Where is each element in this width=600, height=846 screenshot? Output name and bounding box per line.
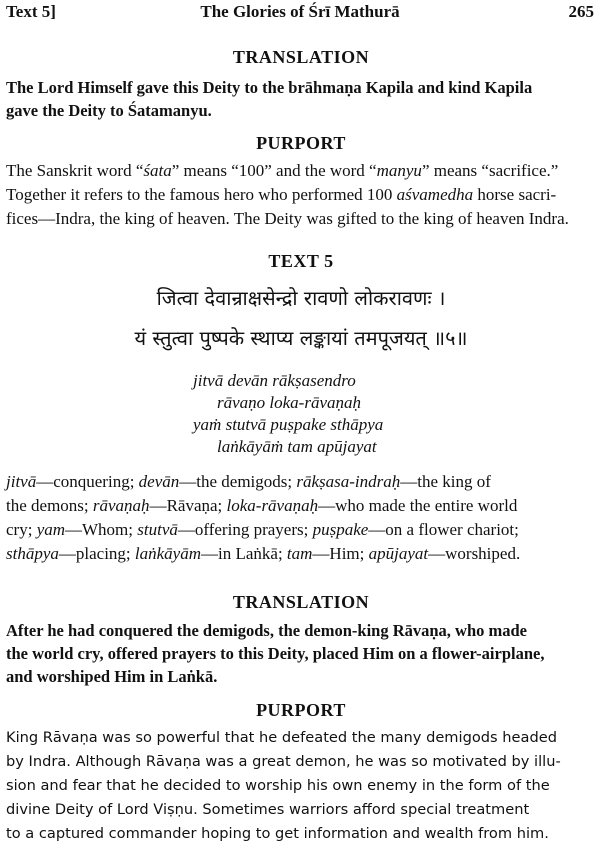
purport-2-line: sion and fear that he decided to worship his own enemy in the form of the (6, 777, 550, 794)
translation-2-line: After he had conquered the demigods, the demon-king Rāvaṇa, who made (6, 621, 528, 640)
purport-2-line: by Indra. Although Rāvaṇa was a great demon, he was so motivated by illu- (6, 753, 561, 770)
purport-1-line: fices—Indra, the king of heaven. The Deity was gifted to the king of heaven Indra. (6, 209, 569, 228)
purport-text-1 (6, 159, 596, 231)
transliteration-line: rāvaṇo loka-rāvaṇaḥ (217, 393, 362, 412)
page-header (6, 2, 594, 28)
translation-heading-2: TRANSLATION (232, 592, 370, 612)
purport-heading-2: PURPORT (256, 700, 346, 720)
purport-2-line: to a captured commander hoping to get information and wealth from him. (6, 825, 549, 842)
transliteration-verse (0, 370, 600, 458)
devanagari-line: जित्वा देवान्राक्षसेन्द्रो रावणो लोकरावणः । (156, 286, 446, 310)
synonyms-line: jitvā—conquering; devān—the demigods; rākṣasa-indraḥ—the king of (6, 472, 491, 491)
translation-2-line: and worshiped Him in Laṅkā. (6, 667, 218, 686)
purport-text-2 (6, 726, 596, 846)
translation-2-line: the world cry, offered prayers to this Deity, placed Him on a flower-airplane, (6, 644, 545, 663)
text-5-heading: TEXT 5 (268, 251, 334, 271)
translation-1-line: gave the Deity to Śatamanyu. (6, 101, 212, 120)
purport-2-line: King Rāvaṇa was so powerful that he defeated the many demigods headed (6, 729, 557, 746)
purport-2-line: divine Deity of Lord Viṣṇu. Sometimes warriors afford special treatment (6, 801, 530, 818)
synonyms-line: cry; yam—Whom; stutvā—offering prayers; puṣpake—on a flower chariot; (6, 520, 519, 539)
synonyms-line: the demons; rāvaṇaḥ—Rāvaṇa; loka-rāvaṇaḥ—who made the entire world (6, 496, 518, 515)
header-text-reference: Text 5] (6, 2, 56, 21)
synonyms-line: sthāpya—placing; laṅkāyām—in Laṅkā; tam—Him; apūjayat—worshiped. (6, 544, 521, 563)
devanagari-line: यं स्तुत्वा पुष्पके स्थाप्य लङ्कायां तमपूजयत् ॥५॥ (134, 326, 468, 350)
synonyms (6, 470, 596, 566)
header-title: The Glories of Śrī Mathurā (200, 2, 400, 21)
translation-1-line: The Lord Himself gave this Deity to the brāhmaṇa Kapila and kind Kapila (6, 78, 533, 97)
purport-heading-1: PURPORT (256, 133, 346, 153)
purport-1-line: Together it refers to the famous hero who performed 100 aśvamedha horse sacri- (6, 185, 557, 204)
transliteration-line: jitvā devān rākṣasendro (193, 371, 356, 390)
translation-heading-1: TRANSLATION (232, 47, 370, 67)
purport-1-line: The Sanskrit word “śata” means “100” and the word “manyu” means “sacrifice.” (6, 161, 559, 180)
translation-text-2 (6, 619, 596, 688)
page-number: 265 (568, 2, 594, 21)
devanagari-verse (6, 278, 596, 358)
transliteration-line: laṅkāyāṁ tam apūjayat (217, 437, 377, 456)
transliteration-line: yaṁ stutvā puṣpake sthāpya (193, 415, 384, 434)
translation-text-1 (6, 76, 596, 122)
